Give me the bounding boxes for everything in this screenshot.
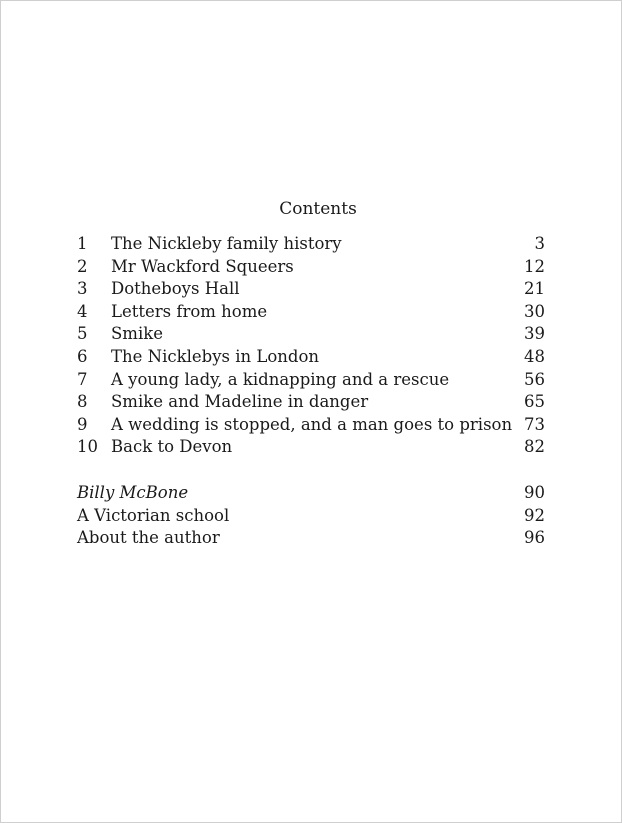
chapter-number: 6 bbox=[77, 346, 88, 366]
chapter-number: 3 bbox=[77, 279, 88, 299]
toc-row-chapter-7 bbox=[77, 369, 545, 392]
extra-title: About the author bbox=[77, 528, 220, 548]
chapter-page: 82 bbox=[524, 437, 545, 457]
chapter-title: A young lady, a kidnapping and a rescue bbox=[111, 369, 450, 389]
chapter-page: 21 bbox=[524, 279, 545, 299]
chapter-page: 56 bbox=[524, 369, 545, 389]
chapter-title: The Nicklebys in London bbox=[111, 346, 320, 366]
toc-row-chapter-4 bbox=[77, 301, 545, 324]
extras-list bbox=[77, 482, 545, 550]
chapter-number: 2 bbox=[77, 256, 88, 276]
toc-row-chapter-3 bbox=[77, 278, 545, 301]
toc-row-chapter-1 bbox=[77, 233, 545, 256]
toc-row-chapter-5 bbox=[77, 323, 545, 346]
toc-row-chapter-8 bbox=[77, 391, 545, 414]
extra-title: Billy McBone bbox=[77, 483, 189, 502]
chapter-number: 10 bbox=[77, 437, 98, 457]
chapter-number: 1 bbox=[77, 234, 88, 253]
chapter-number: 8 bbox=[77, 392, 88, 412]
chapter-page: 65 bbox=[524, 392, 545, 412]
chapter-page: 73 bbox=[524, 414, 545, 434]
chapter-page: 48 bbox=[524, 346, 545, 366]
toc-row-chapter-10 bbox=[77, 436, 545, 459]
toc-row-billy-mcbone bbox=[77, 482, 545, 505]
toc-row-chapter-2 bbox=[77, 256, 545, 279]
extra-page: 96 bbox=[524, 528, 545, 548]
toc-row-chapter-6 bbox=[77, 346, 545, 369]
toc-row-chapter-9 bbox=[77, 414, 545, 437]
chapter-page: 39 bbox=[524, 324, 545, 344]
chapter-number: 4 bbox=[77, 301, 88, 321]
extra-page: 92 bbox=[524, 505, 545, 525]
chapter-page: 30 bbox=[524, 301, 545, 321]
chapter-title: Letters from home bbox=[111, 301, 268, 321]
chapter-title: Smike and Madeline in danger bbox=[111, 392, 369, 412]
chapter-page: 3 bbox=[534, 234, 545, 253]
chapter-number: 7 bbox=[77, 369, 88, 389]
chapter-title: Back to Devon bbox=[111, 437, 233, 457]
chapter-title: The Nickleby family history bbox=[111, 234, 342, 253]
toc-row-about-author bbox=[77, 527, 545, 550]
chapter-number: 5 bbox=[77, 324, 88, 344]
chapter-number: 9 bbox=[77, 414, 88, 434]
chapter-title: Smike bbox=[111, 324, 163, 344]
chapter-title: Dotheboys Hall bbox=[111, 279, 240, 299]
extra-page: 90 bbox=[524, 483, 545, 502]
chapter-list bbox=[77, 233, 545, 459]
chapter-title: Mr Wackford Squeers bbox=[111, 256, 294, 276]
toc-row-victorian-school bbox=[77, 505, 545, 528]
chapter-title: A wedding is stopped, and a man goes to prison bbox=[111, 414, 513, 434]
contents-heading: Contents bbox=[279, 199, 357, 219]
extra-title: A Victorian school bbox=[77, 505, 230, 525]
chapter-page: 12 bbox=[524, 256, 545, 276]
